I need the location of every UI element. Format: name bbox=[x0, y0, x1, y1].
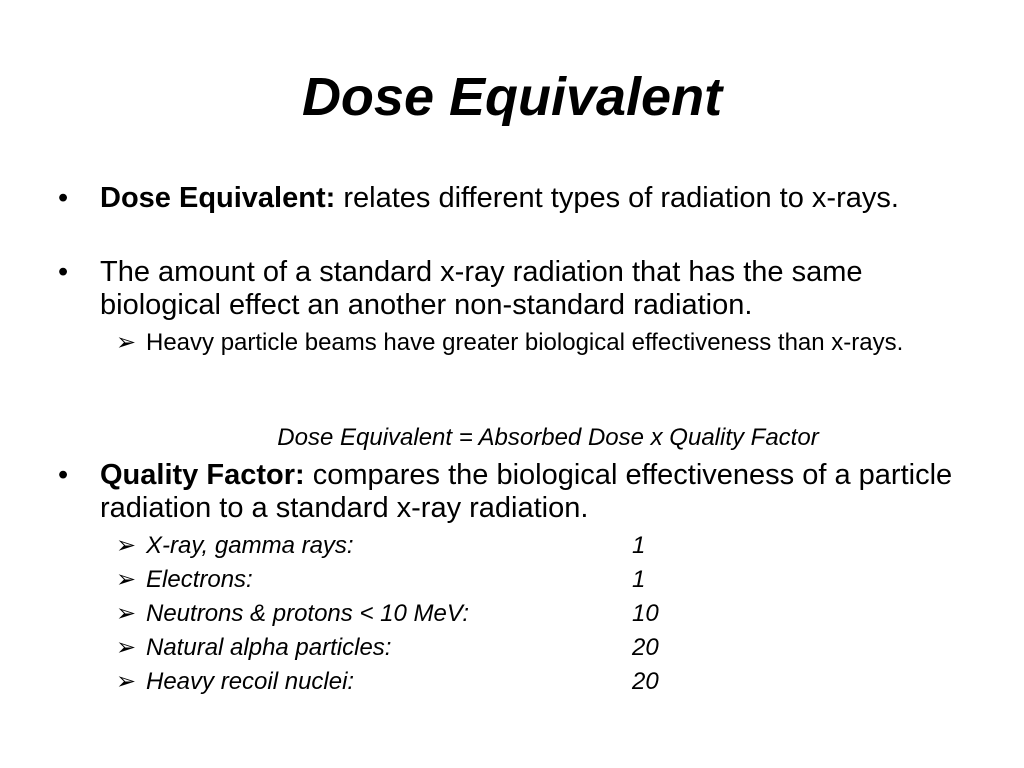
slide-title: Dose Equivalent bbox=[301, 67, 723, 127]
quality-factor-row bbox=[116, 530, 716, 562]
arrow-bullet-icon: ➢ bbox=[116, 600, 137, 627]
particle-name: Natural alpha particles: bbox=[146, 634, 392, 661]
bullet-body: The amount of a standard x-ray radiation that has the same biological effect an another non-standard radiation. bbox=[100, 256, 863, 321]
bullet-body: relates different types of radiation to x-rays. bbox=[335, 182, 899, 214]
sub-bullet-heavy-particles bbox=[116, 329, 966, 356]
bullet-label: Dose Equivalent: bbox=[100, 182, 336, 214]
quality-factor-value: 20 bbox=[632, 668, 659, 695]
bullet-icon: • bbox=[58, 459, 69, 491]
particle-name: X-ray, gamma rays: bbox=[146, 532, 354, 559]
bullet-text bbox=[100, 256, 978, 322]
quality-factor-value: 10 bbox=[632, 600, 659, 627]
bullet-text bbox=[100, 182, 978, 215]
bullet-body: compares the biological effectiveness of a particle radiation to a standard x-ray radiation. bbox=[100, 459, 953, 524]
bullet-text bbox=[100, 459, 978, 525]
arrow-bullet-icon: ➢ bbox=[116, 532, 137, 559]
equation: Dose Equivalent = Absorbed Dose x Quality Factor bbox=[277, 424, 819, 451]
particle-name: Electrons: bbox=[146, 566, 253, 593]
arrow-bullet-icon: ➢ bbox=[116, 566, 137, 593]
arrow-bullet-icon: ➢ bbox=[116, 634, 137, 661]
bullet-standard-xray bbox=[58, 256, 978, 322]
quality-factor-value: 1 bbox=[632, 532, 646, 559]
bullet-icon: • bbox=[58, 182, 69, 214]
quality-factor-row bbox=[116, 632, 716, 664]
bullet-dose-equivalent bbox=[58, 182, 978, 215]
bullet-label: Quality Factor: bbox=[100, 459, 305, 491]
quality-factor-row bbox=[116, 598, 716, 630]
sub-bullet-text: Heavy particle beams have greater biological effectiveness than x-rays. bbox=[146, 329, 904, 356]
bullet-icon: • bbox=[58, 256, 69, 288]
particle-name: Heavy recoil nuclei: bbox=[146, 668, 355, 695]
quality-factor-value: 1 bbox=[632, 566, 646, 593]
quality-factor-row bbox=[116, 666, 716, 698]
particle-name: Neutrons & protons < 10 MeV: bbox=[146, 600, 470, 627]
quality-factor-value: 20 bbox=[632, 634, 659, 661]
quality-factor-row bbox=[116, 564, 716, 596]
bullet-quality-factor bbox=[58, 459, 978, 525]
arrow-bullet-icon: ➢ bbox=[116, 668, 137, 695]
arrow-bullet-icon: ➢ bbox=[116, 329, 137, 356]
